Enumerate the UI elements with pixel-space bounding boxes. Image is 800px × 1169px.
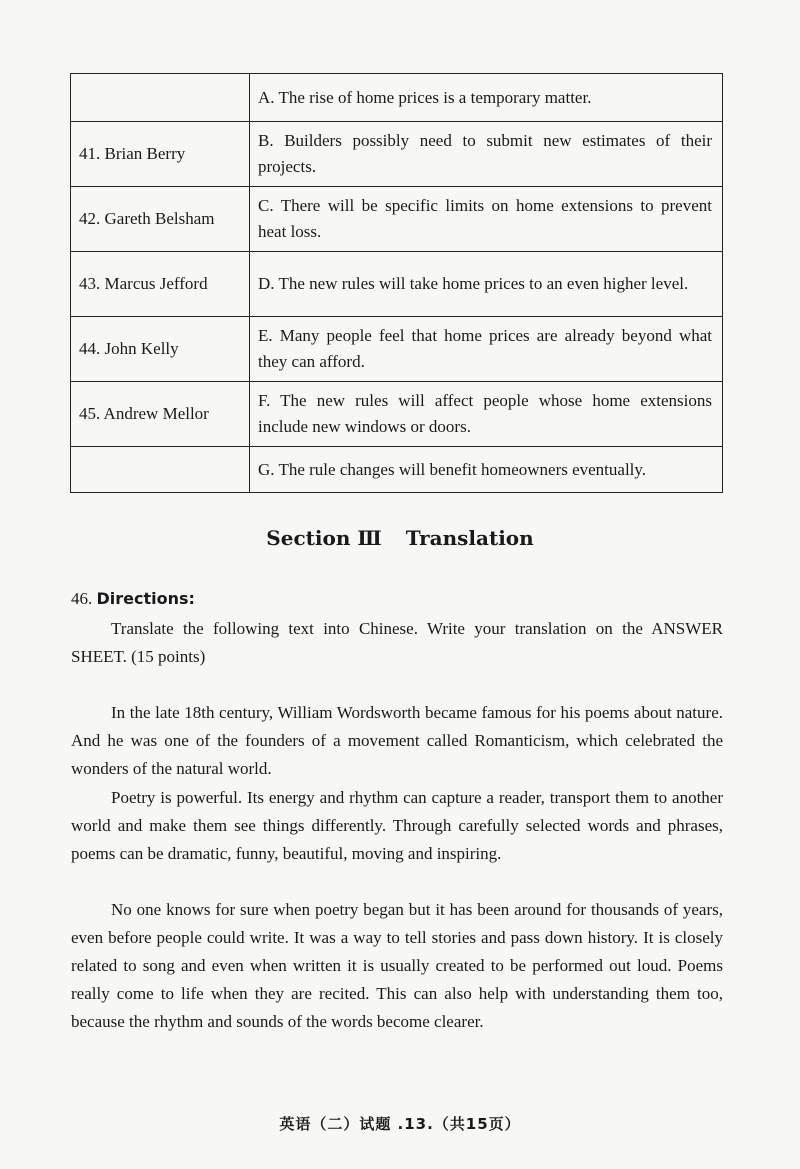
speaker-cell: 44. John Kelly bbox=[71, 317, 250, 382]
directions-text: Translate the following text into Chinese. Write your translation on the ANSWER SHEET. (15 points) bbox=[71, 619, 723, 666]
option-cell: G. The rule changes will benefit homeowners eventually. bbox=[250, 447, 723, 493]
passage-paragraph: In the late 18th century, William Wordsworth became famous for his poems about nature. And he was one of the founders of a movement called Romanticism, which celebrated the wonders of the natural world. bbox=[71, 703, 723, 778]
page-footer: 英语（二）试题 .13.（共15页） bbox=[279, 1115, 521, 1133]
speaker-cell: 43. Marcus Jefford bbox=[71, 252, 250, 317]
speaker-cell: 41. Brian Berry bbox=[71, 122, 250, 187]
directions-label: Directions: bbox=[96, 589, 195, 608]
table-row bbox=[71, 74, 723, 122]
section-heading bbox=[0, 526, 800, 550]
option-cell: A. The rise of home prices is a temporary matter. bbox=[250, 74, 723, 122]
section-title: Translation bbox=[405, 526, 534, 550]
option-cell: C. There will be specific limits on home extensions to prevent heat loss. bbox=[250, 187, 723, 252]
speaker-cell bbox=[71, 74, 250, 122]
table-row bbox=[71, 252, 723, 317]
section-label: Section Ⅲ bbox=[266, 526, 382, 550]
option-cell: F. The new rules will affect people whose home extensions include new windows or doors. bbox=[250, 382, 723, 447]
speaker-cell: 42. Gareth Belsham bbox=[71, 187, 250, 252]
option-cell: D. The new rules will take home prices to an even higher level. bbox=[250, 252, 723, 317]
question-number: 46. bbox=[71, 589, 93, 608]
speaker-cell bbox=[71, 447, 250, 493]
table-row bbox=[71, 187, 723, 252]
option-cell: E. Many people feel that home prices are already beyond what they can afford. bbox=[250, 317, 723, 382]
matching-table bbox=[70, 73, 723, 493]
passage-paragraph: Poetry is powerful. Its energy and rhythm can capture a reader, transport them to another world and make them see things differently. Through carefully selected words and phrases, poems can be dramatic, funny, beautiful, moving and inspiring. bbox=[71, 788, 723, 863]
table-row bbox=[71, 382, 723, 447]
table-row bbox=[71, 447, 723, 493]
passage-paragraph: No one knows for sure when poetry began but it has been around for thousands of years, even before people could write. It was a way to tell stories and pass down history. It is closely related to song and even when written it is usually created to be performed out loud. Poems really come to life when they are recited. This can also help with understanding them too, because the rhythm and sounds of the words become clearer. bbox=[71, 900, 723, 1031]
directions-heading bbox=[71, 589, 195, 609]
speaker-cell: 45. Andrew Mellor bbox=[71, 382, 250, 447]
table-row bbox=[71, 317, 723, 382]
table-row bbox=[71, 122, 723, 187]
option-cell: B. Builders possibly need to submit new estimates of their projects. bbox=[250, 122, 723, 187]
